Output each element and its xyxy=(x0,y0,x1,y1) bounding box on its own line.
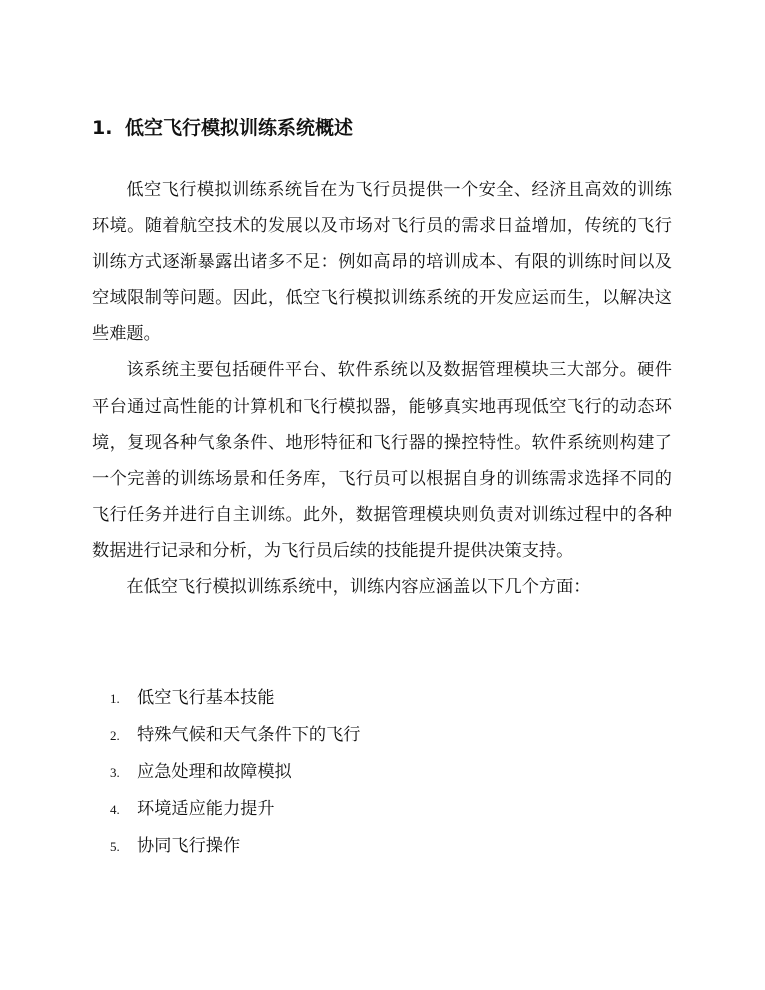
section-number: 1. xyxy=(92,117,113,139)
list-item-number: 2. xyxy=(110,728,120,743)
list-item-text: 协同飞行操作 xyxy=(137,836,241,856)
list-item xyxy=(110,717,360,754)
list-item-number: 4. xyxy=(110,802,120,817)
list-item xyxy=(110,791,360,828)
list-item-text: 应急处理和故障模拟 xyxy=(137,762,292,782)
paragraph-training-content: 在低空飞行模拟训练系统中，训练内容应涵盖以下几个方面： xyxy=(126,577,591,598)
paragraph-intro: 低空飞行模拟训练系统旨在为飞行员提供一个安全、经济且高效的训练环境。随着航空技术的发展以及市场对飞行员的需求日益增加，传统的飞行训练方式逐渐暴露出诸多不足：例如高昂的培训成本、有限的训练时间以及空域限制等问题。因此，低空飞行模拟训练系统的开发应运而生，以解决这些难题。 xyxy=(92,180,672,345)
list-item xyxy=(110,828,360,865)
list-item xyxy=(110,754,360,791)
list-item xyxy=(110,680,360,717)
list-item-text: 特殊气候和天气条件下的飞行 xyxy=(137,725,361,745)
list-item-number: 3. xyxy=(110,765,120,780)
section-heading xyxy=(92,113,353,143)
paragraph-system-components: 该系统主要包括硬件平台、软件系统以及数据管理模块三大部分。硬件平台通过高性能的计算机和飞行模拟器，能够真实地再现低空飞行的动态环境，复现各种气象条件、地形特征和飞行器的操控特性。软件系统则构建了一个完善的训练场景和任务库，飞行员可以根据自身的训练需求选择不同的飞行任务并进行自主训练。此外，数据管理模块则负责对训练过程中的各种数据进行记录和分析，为飞行员后续的技能提升提供决策支持。 xyxy=(92,360,672,561)
list-item-text: 环境适应能力提升 xyxy=(137,799,275,819)
list-item-text: 低空飞行基本技能 xyxy=(137,688,275,708)
list-item-number: 1. xyxy=(110,691,120,706)
training-content-list xyxy=(110,680,360,865)
body-text xyxy=(92,172,672,605)
section-title: 低空飞行模拟训练系统概述 xyxy=(125,117,354,139)
list-item-number: 5. xyxy=(110,839,120,854)
